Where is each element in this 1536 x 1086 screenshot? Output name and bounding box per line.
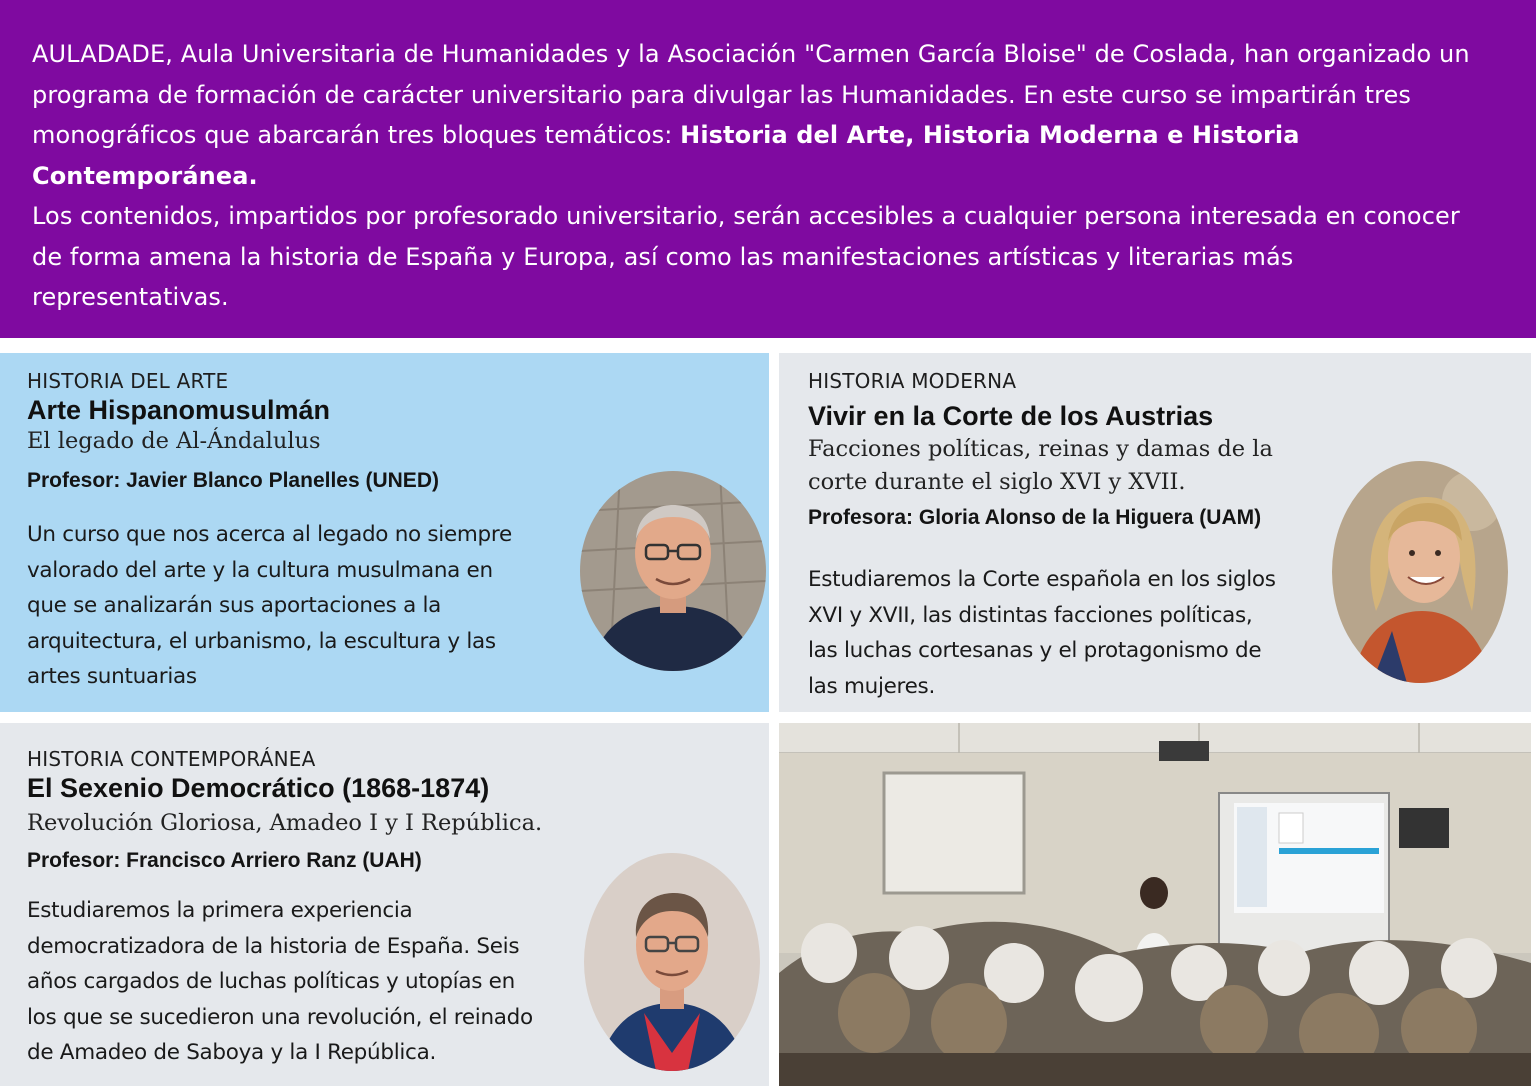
course-professor: Profesor: Francisco Arriero Ranz (UAH) (27, 849, 422, 872)
description-line: de Amadeo de Saboya y la I República. (27, 1040, 436, 1065)
intro-text: AULADADE, Aula Universitaria de Humanidades y la Asociación "Carmen García Bloise" de Coslada, han organizado un programa de formación de carácter universitario para divulgar las Humanidades. En este curso se impartirán tres monográficos que abarcarán tres bloques temáticos: (32, 40, 1470, 149)
description-line: que se analizarán sus aportaciones a la (27, 593, 442, 618)
description-line: años cargados de luchas políticas y utopías en (27, 969, 515, 994)
course-title: Vivir en la Corte de los Austrias (808, 401, 1214, 431)
description-line: valorado del arte y la cultura musulmana en (27, 557, 493, 583)
intro-text-bold: Historia del Arte, Historia Moderna e Historia Contemporánea. (32, 121, 1300, 190)
course-category: HISTORIA DEL ARTE (27, 369, 229, 393)
description-line: las luchas cortesanas y el protagonismo de (808, 638, 1262, 663)
description-line: arquitectura, el urbanismo, la escultura y las (27, 628, 496, 654)
description-line: Estudiaremos la Corte española en los siglos (808, 567, 1276, 592)
course-description (27, 517, 512, 695)
description-line: artes suntuarias (27, 664, 197, 689)
course-description (27, 893, 533, 1071)
professor-photo (584, 853, 760, 1071)
subtitle-line: corte durante el siglo XVI y XVII. (808, 469, 1186, 495)
professor-photo (1332, 461, 1508, 683)
course-professor: Profesora: Gloria Alonso de la Higuera (UAM) (808, 506, 1262, 529)
course-category: HISTORIA CONTEMPORÁNEA (27, 747, 316, 771)
subtitle-line: Revolución Gloriosa, Amadeo I y I República. (27, 810, 543, 836)
course-subtitle (27, 425, 321, 458)
subtitle-line: Facciones políticas, reinas y damas de la (808, 436, 1273, 462)
course-panel-contemporanea (0, 723, 769, 1086)
course-description (808, 562, 1276, 704)
course-title: Arte Hispanomusulmán (27, 395, 331, 425)
description-line: Un curso que nos acerca al legado no siempre (27, 522, 512, 547)
course-professor: Profesor: Javier Blanco Planelles (UNED) (27, 469, 439, 492)
course-panel-moderna (779, 353, 1531, 712)
description-line: Estudiaremos la primera experiencia (27, 898, 413, 923)
description-line: los que se sucedieron una revolución, el reinado (27, 1004, 533, 1030)
course-category: HISTORIA MODERNA (808, 369, 1017, 393)
course-panel-arte (0, 353, 769, 712)
course-subtitle (808, 433, 1273, 499)
professor-photo (580, 471, 766, 671)
intro-text-2: Los contenidos, impartidos por profesorado universitario, serán accesibles a cualquier persona interesada en conocer de forma amena la historia de España y Europa, así como las manifestaciones artísticas y literarias más representativas. (32, 202, 1460, 311)
subtitle-line: El legado de Al-Ándalulus (27, 428, 321, 454)
course-subtitle (27, 807, 542, 840)
description-line: democratizadora de la historia de España. Seis (27, 933, 520, 959)
course-title: El Sexenio Democrático (1868-1874) (27, 773, 490, 803)
intro-banner (0, 0, 1536, 338)
description-line: XVI y XVII, las distintas facciones políticas, (808, 602, 1253, 628)
classroom-photo (779, 723, 1531, 1086)
description-line: las mujeres. (808, 673, 935, 699)
